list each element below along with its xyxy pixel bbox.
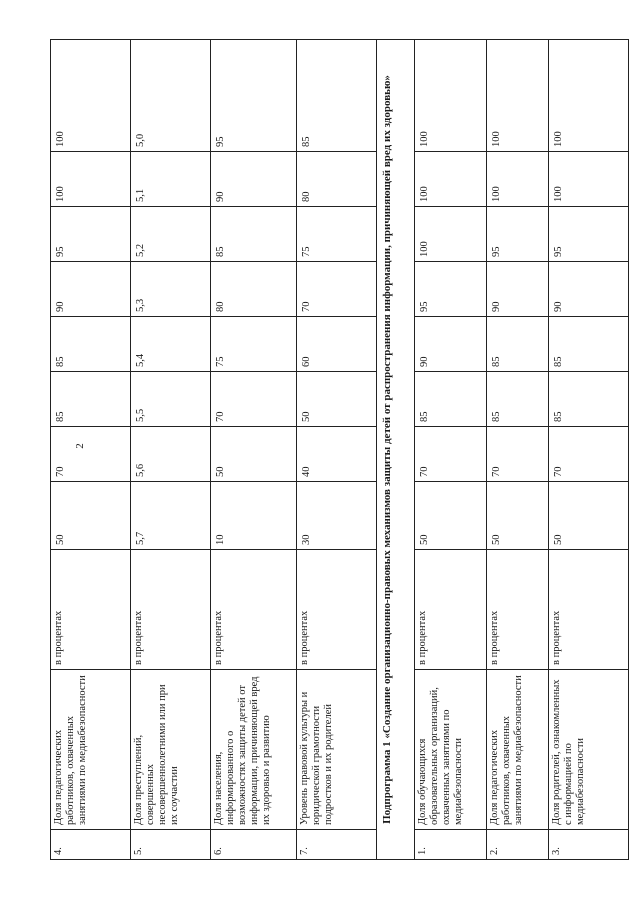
value-cell: 100 (487, 152, 549, 207)
value-cell: 85 (549, 317, 629, 372)
indicator-name: Доля населения, информированного о возможностях защиты детей от информации, причиняющей вред их здоровью и развитию (211, 670, 297, 830)
value-cell: 95 (549, 207, 629, 262)
unit-cell: в процентах (549, 550, 629, 670)
table-row (297, 40, 377, 860)
value-cell: 95 (487, 207, 549, 262)
subprogram-header-row (377, 40, 415, 860)
value-cell: 100 (549, 152, 629, 207)
value-cell: 70 (211, 372, 297, 427)
value-cell: 90 (415, 317, 487, 372)
row-number: 5. (131, 830, 211, 860)
page-number: 2 (74, 443, 86, 449)
row-number: 3. (549, 830, 629, 860)
value-cell: 50 (297, 372, 377, 427)
value-cell: 100 (415, 207, 487, 262)
value-cell: 90 (51, 262, 131, 317)
indicator-name: Доля родителей, ознакомленных с информацией по медиабезопасности (549, 670, 629, 830)
table-row (487, 40, 549, 860)
value-cell: 85 (51, 317, 131, 372)
value-cell: 100 (51, 40, 131, 152)
table-row (211, 40, 297, 860)
value-cell: 85 (487, 372, 549, 427)
value-cell: 85 (211, 207, 297, 262)
value-cell: 85 (415, 372, 487, 427)
value-cell: 90 (487, 262, 549, 317)
unit-cell: в процентах (487, 550, 549, 670)
unit-cell: в процентах (415, 550, 487, 670)
value-cell: 40 (297, 427, 377, 482)
indicator-name: Доля преступлений, совершенных несовершеннолетними или при их соучастии (131, 670, 211, 830)
value-cell: 50 (51, 482, 131, 550)
value-cell: 100 (415, 40, 487, 152)
value-cell: 10 (211, 482, 297, 550)
value-cell: 85 (487, 317, 549, 372)
value-cell: 70 (415, 427, 487, 482)
indicator-name: Доля обучающихся образовательных организаций, охваченных занятиями по медиабезопасности (415, 670, 487, 830)
unit-cell: в процентах (211, 550, 297, 670)
value-cell: 50 (549, 482, 629, 550)
value-cell: 95 (415, 262, 487, 317)
value-cell: 60 (297, 317, 377, 372)
value-cell: 70 (51, 427, 131, 482)
value-cell: 85 (297, 40, 377, 152)
value-cell: 50 (211, 427, 297, 482)
value-cell: 5,5 (131, 372, 211, 427)
value-cell: 80 (297, 152, 377, 207)
value-cell: 100 (549, 40, 629, 152)
value-cell: 100 (487, 40, 549, 152)
table-row (549, 40, 629, 860)
indicator-name: Уровень правовой культуры и юридической грамотности подростков и их родителей (297, 670, 377, 830)
value-cell: 95 (51, 207, 131, 262)
rotated-page-content (50, 40, 622, 860)
value-cell: 75 (297, 207, 377, 262)
value-cell: 75 (211, 317, 297, 372)
table-row (415, 40, 487, 860)
unit-cell: в процентах (51, 550, 131, 670)
row-number: 1. (415, 830, 487, 860)
row-number: 6. (211, 830, 297, 860)
value-cell: 85 (549, 372, 629, 427)
value-cell: 80 (211, 262, 297, 317)
table-row (51, 40, 131, 860)
table-row (131, 40, 211, 860)
unit-cell: в процентах (131, 550, 211, 670)
value-cell: 50 (415, 482, 487, 550)
value-cell: 5,2 (131, 207, 211, 262)
row-number: 4. (51, 830, 131, 860)
value-cell: 5,0 (131, 40, 211, 152)
row-number: 7. (297, 830, 377, 860)
value-cell: 70 (297, 262, 377, 317)
value-cell: 5,4 (131, 317, 211, 372)
value-cell: 5,3 (131, 262, 211, 317)
row-number: 2. (487, 830, 549, 860)
value-cell: 5,1 (131, 152, 211, 207)
value-cell: 70 (487, 427, 549, 482)
indicators-table (50, 39, 629, 860)
unit-cell: в процентах (297, 550, 377, 670)
value-cell: 85 (51, 372, 131, 427)
subprogram-title: Подпрограмма 1 «Создание организационно-правовых механизмов защиты детей от распространения информации, причиняющей вред их здоровью» (377, 40, 415, 860)
value-cell: 50 (487, 482, 549, 550)
value-cell: 5,6 (131, 427, 211, 482)
value-cell: 100 (51, 152, 131, 207)
value-cell: 90 (211, 152, 297, 207)
value-cell: 30 (297, 482, 377, 550)
indicator-name: Доля педагогических работников, охваченных занятиями по медиабезопасности (487, 670, 549, 830)
value-cell: 100 (415, 152, 487, 207)
value-cell: 95 (211, 40, 297, 152)
value-cell: 70 (549, 427, 629, 482)
value-cell: 5,7 (131, 482, 211, 550)
indicator-name: Доля педагогических работников, охваченных занятиями по медиабезопасности (51, 670, 131, 830)
value-cell: 90 (549, 262, 629, 317)
